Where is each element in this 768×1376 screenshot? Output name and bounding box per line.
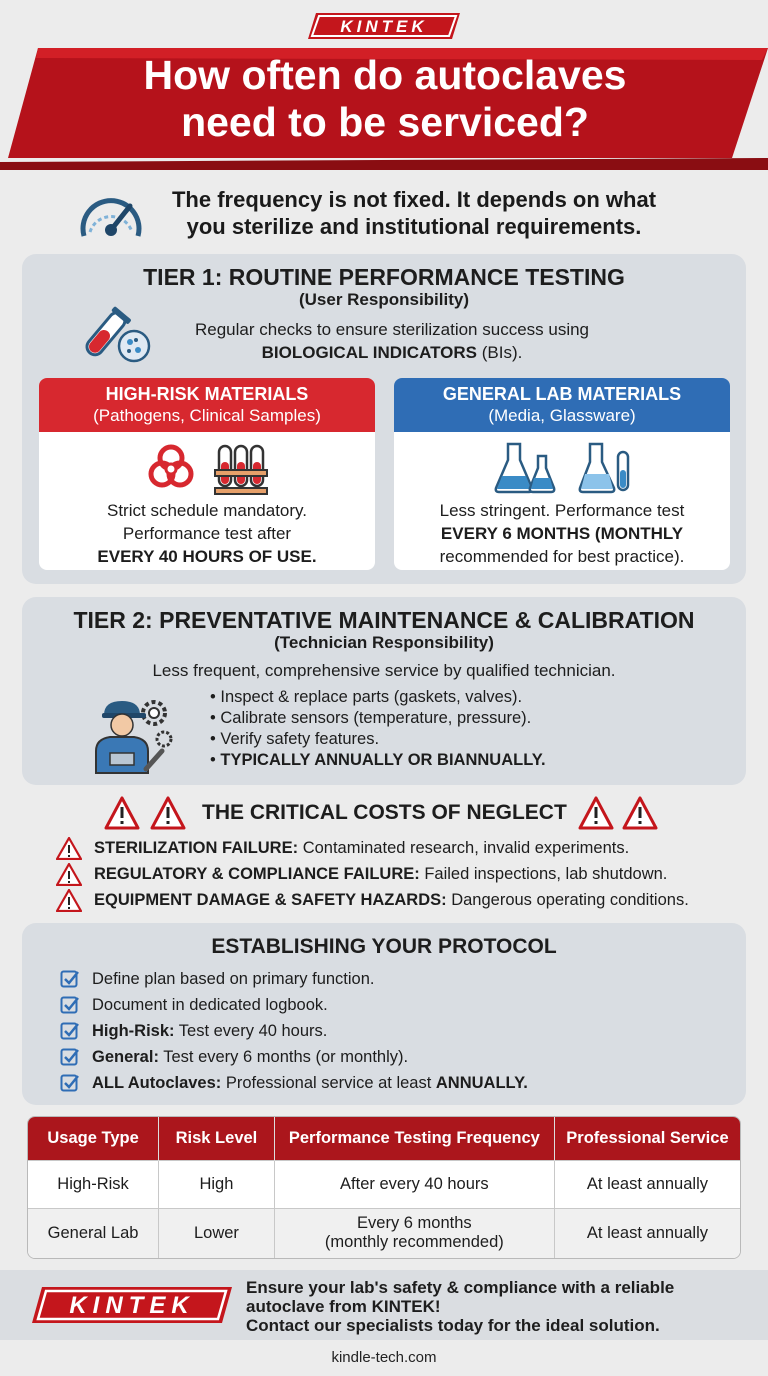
tier1-description: Regular checks to ensure sterilization success using BIOLOGICAL INDICATORS (BIs). (194, 320, 590, 362)
tier2-panel (22, 597, 746, 785)
protocol-title: ESTABLISHING YOUR PROTOCOL (211, 935, 557, 958)
tier1-panel (22, 254, 746, 584)
table-header: Risk Level (159, 1117, 275, 1160)
tier2-description: Less frequent, comprehensive service by qualified technician. (152, 661, 616, 680)
protocol-list (60, 967, 528, 1097)
checkbox-icon (60, 1047, 80, 1067)
table-header: Usage Type (28, 1117, 159, 1160)
table-header: Performance Testing Frequency (274, 1117, 554, 1160)
protocol-panel (22, 923, 746, 1105)
table-header: Professional Service (554, 1117, 740, 1160)
neglect-item: REGULATORY & COMPLIANCE FAILURE: Failed inspections, lab shutdown. (56, 862, 756, 888)
kintek-logo (308, 12, 460, 40)
beaker-icon (580, 444, 628, 492)
warning-icon (578, 796, 614, 830)
general-lab-card (394, 378, 730, 570)
table-cell: At least annually (554, 1160, 740, 1208)
page-title: How often do autoclaves need to be serviced? (143, 52, 627, 145)
footer-cta: Ensure your lab's safety & compliance with a reliable autoclave from KINTEK! Contact our specialists today for the ideal solution. (246, 1278, 675, 1335)
neglect-heading (104, 796, 664, 832)
flask-icon (496, 444, 532, 492)
tier2-list (210, 687, 546, 771)
tier2-item: • Calibrate sensors (temperature, pressure). (210, 708, 546, 729)
neglect-item: STERILIZATION FAILURE: Contaminated research, invalid experiments. (56, 836, 756, 862)
neglect-list (56, 836, 756, 914)
table-cell: High-Risk (28, 1160, 159, 1208)
checkbox-icon (60, 1073, 80, 1093)
tier2-item: • Inspect & replace parts (gaskets, valves). (210, 687, 546, 708)
table-row (28, 1208, 740, 1258)
kintek-logo (32, 1286, 232, 1324)
protocol-item: Document in dedicated logbook. (60, 993, 528, 1019)
table-cell: High (159, 1160, 275, 1208)
tier2-item: • Verify safety features. (210, 729, 546, 750)
general-heading: GENERAL LAB MATERIALS (442, 384, 682, 404)
summary-table (27, 1116, 741, 1259)
high-risk-heading: HIGH-RISK MATERIALS (105, 384, 309, 404)
tier1-title: TIER 1: ROUTINE PERFORMANCE TESTING (143, 264, 625, 290)
general-text: Less stringent. Performance test EVERY 6 MONTHS (MONTHLY recommended for best practice). (439, 501, 685, 566)
logo-top-text: KINTEK (340, 17, 428, 36)
high-risk-icons (39, 438, 375, 496)
intro-text: The frequency is not fixed. It depends on what you sterilize and institutional requirements. (171, 187, 657, 239)
table-cell: At least annually (554, 1208, 740, 1258)
warning-icon (56, 863, 82, 886)
warning-icon (150, 796, 186, 830)
logo-bottom-text: KINTEK (69, 1292, 195, 1319)
protocol-item: ALL Autoclaves: Professional service at least ANNUALLY. (60, 1071, 528, 1097)
warning-icon (56, 837, 82, 860)
neglect-item: EQUIPMENT DAMAGE & SAFETY HAZARDS: Dangerous operating conditions. (56, 888, 756, 914)
table-cell: Every 6 months (monthly recommended) (274, 1208, 554, 1258)
warning-icon (622, 796, 658, 830)
table-cell: After every 40 hours (274, 1160, 554, 1208)
warning-icon (56, 889, 82, 912)
protocol-item: General: Test every 6 months (or monthly). (60, 1045, 528, 1071)
flask-small-icon (530, 456, 554, 492)
tier2-item-bold: • TYPICALLY ANNUALLY OR BIANNUALLY. (210, 750, 546, 771)
website-link[interactable]: kindle-tech.com (331, 1349, 437, 1366)
neglect-title: THE CRITICAL COSTS OF NEGLECT (202, 801, 567, 824)
gauge-icon (76, 186, 146, 242)
tier2-subtitle: (Technician Responsibility) (274, 633, 494, 652)
biohazard-icon (151, 447, 191, 485)
table-cell: Lower (159, 1208, 275, 1258)
checkbox-icon (60, 1021, 80, 1041)
protocol-item: High-Risk: Test every 40 hours. (60, 1019, 528, 1045)
tier1-subtitle: (User Responsibility) (298, 290, 470, 309)
technician-icon (88, 695, 174, 775)
high-risk-sub: (Pathogens, Clinical Samples) (93, 406, 321, 425)
tier2-title: TIER 2: PREVENTATIVE MAINTENANCE & CALIBRATION (73, 607, 695, 633)
checkbox-icon (60, 969, 80, 989)
warning-icon (104, 796, 140, 830)
glassware-icons (394, 438, 730, 496)
tube-rack-icon (215, 446, 267, 494)
general-sub: (Media, Glassware) (488, 406, 636, 425)
table-cell: General Lab (28, 1208, 159, 1258)
footer-banner (0, 1270, 768, 1340)
table-row (28, 1160, 740, 1208)
protocol-item: Define plan based on primary function. (60, 967, 528, 993)
high-risk-text: Strict schedule mandatory. Performance test after EVERY 40 HOURS OF USE. (97, 501, 317, 566)
checkbox-icon (60, 995, 80, 1015)
high-risk-card (39, 378, 375, 570)
